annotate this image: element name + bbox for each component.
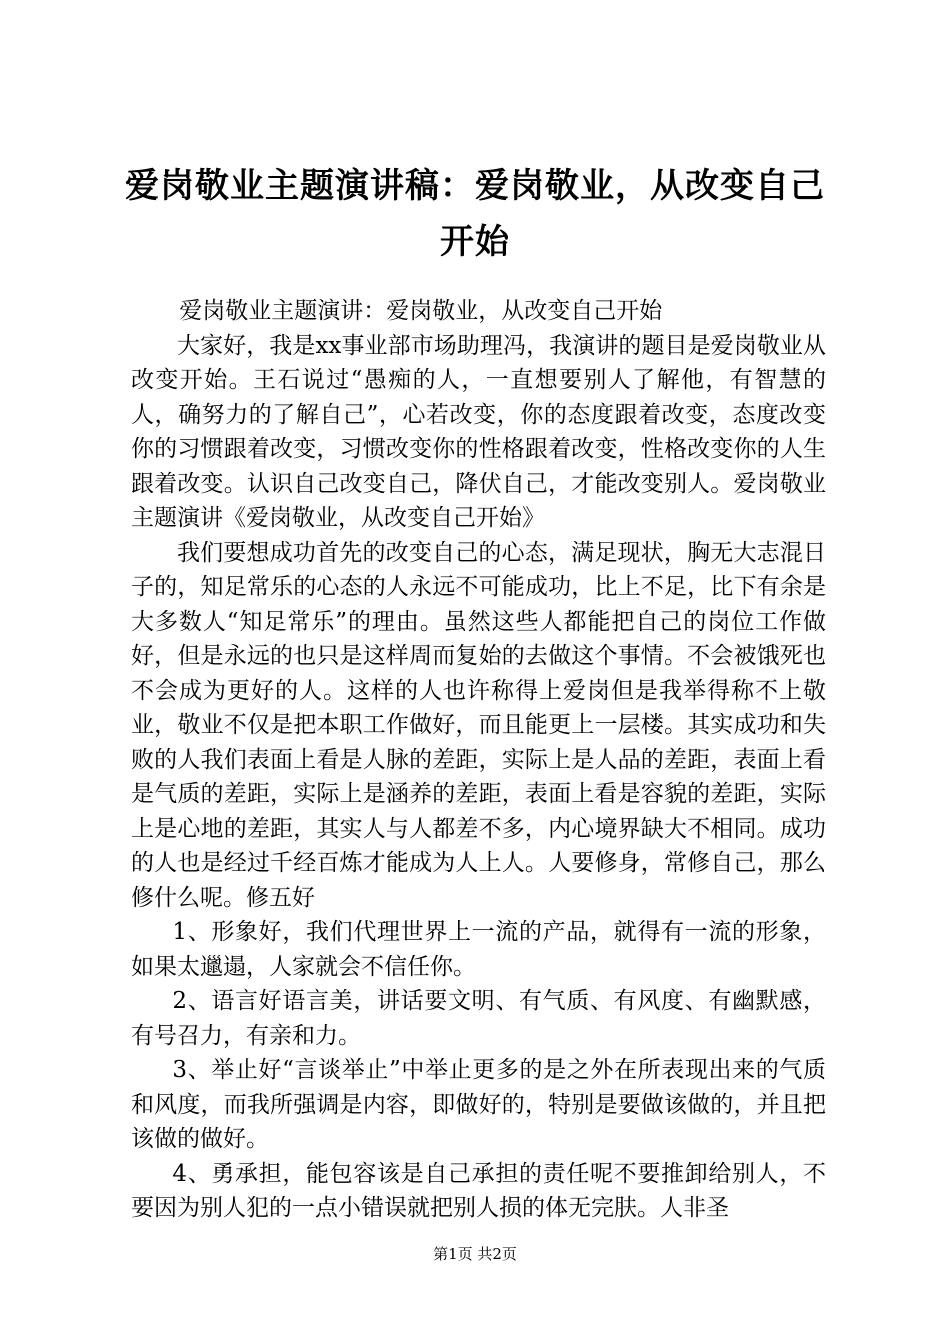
- list-item-4: 4、勇承担，能包容该是自己承担的责任呢不要推卸给别人，不要因为别人犯的一点小错误就把别人损的体无完肤。人非圣: [131, 1160, 826, 1221]
- list-item-1: 1、形象好，我们代理世界上一流的产品，就得有一流的形象，如果太邋遢，人家就会不信任你。: [131, 919, 826, 980]
- body-paragraph: 我们要想成功首先的改变自己的心态，满足现状，胸无大志混日子的，知足常乐的心态的人永远不可能成功，比上不足，比下有余是大多数人“知足常乐”的理由。虽然这些人都能把自己的岗位工作做好，但是永远的也只是这样周而复始的去做这个事情。不会被饿死也不会成为更好的人。这样的人也许称得上爱岗但是我举得称不上敬业，敬业不仅是把本职工作做好，而且能更上一层楼。其实成功和失败的人我们表面上看是人脉的差距，实际上是人品的差距，表面上看是气质的差距，实际上是涵养的差距，表面上看是容貌的差距，实际上是心地的差距，其实人与人都差不多，内心境界缺大不相同。成功的人也是经过千经百炼才能成为人上人。人要修身，常修自己，那么修什么呢。修五好: [131, 539, 826, 911]
- document-body: [131, 294, 826, 1226]
- list-item-3: 3、举止好“言谈举止”中举止更多的是之外在所表现出来的气质和风度，而我所强调是内容，即做好的，特别是要做该做的，并且把该做的做好。: [131, 1057, 826, 1152]
- document-title: 爱岗敬业主题演讲稿：爱岗敬业，从改变自己开始: [125, 166, 825, 262]
- page-footer: 第1页 共2页: [433, 1245, 517, 1263]
- intro-paragraph: 大家好，我是xx事业部市场助理冯，我演讲的题目是爱岗敬业从改变开始。王石说过“愚痴的人，一直想要别人了解他，有智慧的人，确努力的了解自己”，心若改变，你的态度跟着改变，态度改变你的习惯跟着改变，习惯改变你的性格跟着改变，性格改变你的人生跟着改变。认识自己改变自己，降伏自己，才能改变别人。爱岗敬业主题演讲《爱岗敬业，从改变自己开始》: [131, 332, 826, 531]
- subtitle-paragraph: 爱岗敬业主题演讲：爱岗敬业，从改变自己开始: [179, 298, 663, 324]
- list-item-2: 2、语言好语言美，讲话要文明、有气质、有风度、有幽默感，有号召力，有亲和力。: [131, 988, 826, 1049]
